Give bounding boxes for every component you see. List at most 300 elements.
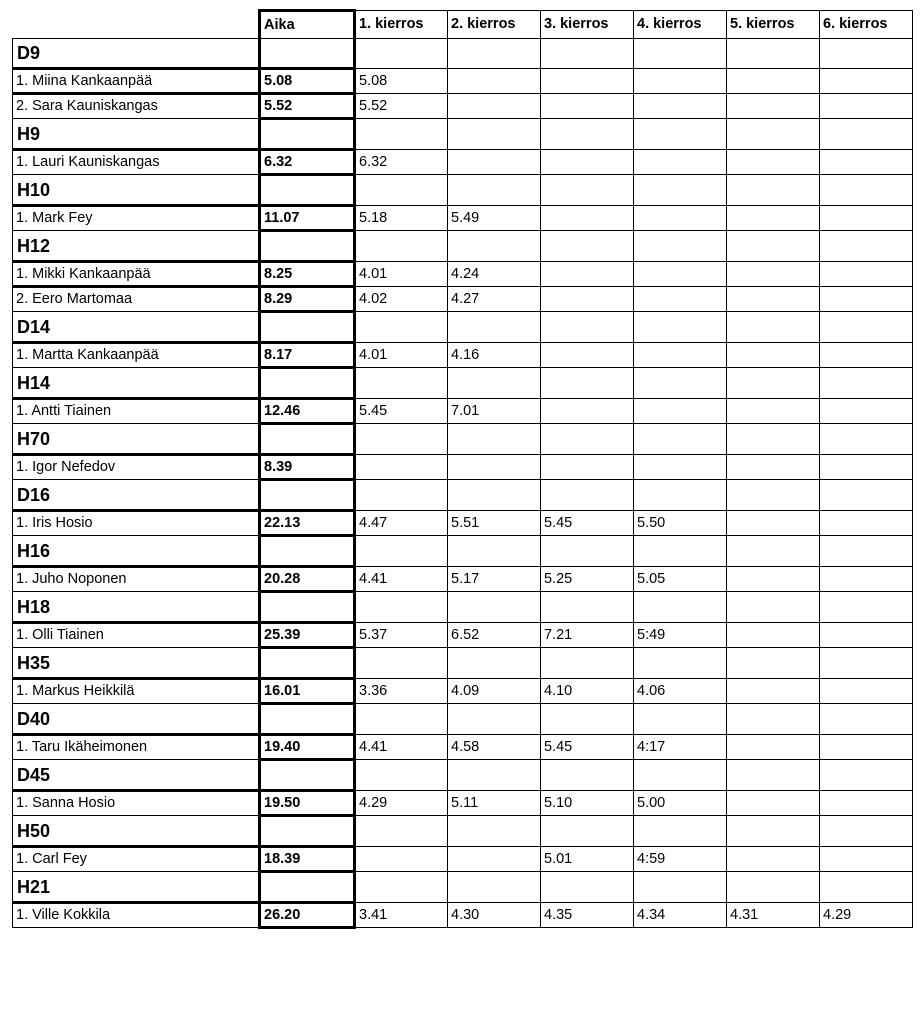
lap-1-time: 6.32 — [355, 150, 448, 175]
class-lap-cell — [634, 231, 727, 262]
athlete-total-time: 19.40 — [260, 735, 355, 760]
class-time-cell — [260, 648, 355, 679]
header-lap-3-cell: 3. kierros — [541, 11, 634, 39]
class-lap-cell — [820, 119, 913, 150]
lap-4-time — [634, 287, 727, 312]
class-time-cell — [260, 704, 355, 735]
class-lap-cell — [634, 592, 727, 623]
lap-6-time — [820, 287, 913, 312]
athlete-name: 1. Miina Kankaanpää — [13, 69, 260, 94]
class-lap-cell — [355, 231, 448, 262]
lap-1-time: 4.41 — [355, 735, 448, 760]
lap-3-time — [541, 287, 634, 312]
lap-6-time — [820, 623, 913, 648]
lap-5-time — [727, 287, 820, 312]
lap-6-time: 4.29 — [820, 903, 913, 928]
lap-1-time: 4.41 — [355, 567, 448, 592]
class-lap-cell — [820, 536, 913, 567]
lap-5-time — [727, 94, 820, 119]
lap-4-time — [634, 150, 727, 175]
lap-3-time: 4.35 — [541, 903, 634, 928]
athlete-row — [13, 847, 913, 872]
lap-5-time — [727, 791, 820, 816]
athlete-name: 1. Markus Heikkilä — [13, 679, 260, 704]
header-lap-5-cell: 5. kierros — [727, 11, 820, 39]
class-lap-cell — [634, 760, 727, 791]
class-lap-cell — [541, 480, 634, 511]
lap-5-time — [727, 511, 820, 536]
athlete-name: 1. Iris Hosio — [13, 511, 260, 536]
header-lap-2-cell: 2. kierros — [448, 11, 541, 39]
lap-6-time — [820, 262, 913, 287]
athlete-total-time: 16.01 — [260, 679, 355, 704]
class-lap-cell — [727, 39, 820, 69]
header-name-cell — [13, 11, 260, 39]
lap-4-time — [634, 343, 727, 368]
lap-1-time: 5.08 — [355, 69, 448, 94]
class-lap-cell — [541, 368, 634, 399]
lap-5-time — [727, 69, 820, 94]
athlete-total-time: 18.39 — [260, 847, 355, 872]
lap-3-time: 5.45 — [541, 735, 634, 760]
class-lap-cell — [541, 39, 634, 69]
class-lap-cell — [448, 872, 541, 903]
class-row — [13, 312, 913, 343]
athlete-total-time: 22.13 — [260, 511, 355, 536]
class-lap-cell — [727, 648, 820, 679]
lap-1-time: 5.52 — [355, 94, 448, 119]
class-lap-cell — [727, 175, 820, 206]
lap-5-time — [727, 623, 820, 648]
class-lap-cell — [355, 704, 448, 735]
class-lap-cell — [634, 119, 727, 150]
class-lap-cell — [727, 231, 820, 262]
header-lap-4-cell: 4. kierros — [634, 11, 727, 39]
athlete-row — [13, 287, 913, 312]
class-lap-cell — [634, 816, 727, 847]
class-lap-cell — [541, 231, 634, 262]
lap-5-time — [727, 847, 820, 872]
lap-4-time — [634, 399, 727, 424]
lap-1-time: 5.45 — [355, 399, 448, 424]
class-lap-cell — [634, 368, 727, 399]
class-row — [13, 872, 913, 903]
class-lap-cell — [727, 424, 820, 455]
athlete-row — [13, 399, 913, 424]
class-lap-cell — [634, 872, 727, 903]
athlete-total-time: 8.17 — [260, 343, 355, 368]
lap-4-time: 5.05 — [634, 567, 727, 592]
class-row — [13, 480, 913, 511]
lap-3-time — [541, 399, 634, 424]
class-label: D45 — [13, 760, 260, 791]
lap-3-time: 5.10 — [541, 791, 634, 816]
class-time-cell — [260, 816, 355, 847]
lap-3-time — [541, 455, 634, 480]
lap-4-time: 4:17 — [634, 735, 727, 760]
lap-5-time — [727, 206, 820, 231]
class-label: D9 — [13, 39, 260, 69]
class-row — [13, 175, 913, 206]
lap-1-time: 4.47 — [355, 511, 448, 536]
lap-6-time — [820, 69, 913, 94]
athlete-name: 1. Mikki Kankaanpää — [13, 262, 260, 287]
lap-5-time — [727, 262, 820, 287]
class-lap-cell — [820, 760, 913, 791]
class-time-cell — [260, 536, 355, 567]
lap-5-time — [727, 735, 820, 760]
lap-3-time: 5.25 — [541, 567, 634, 592]
class-lap-cell — [541, 648, 634, 679]
athlete-name: 1. Igor Nefedov — [13, 455, 260, 480]
lap-2-time — [448, 847, 541, 872]
lap-4-time — [634, 69, 727, 94]
class-lap-cell — [727, 592, 820, 623]
lap-1-time: 4.01 — [355, 262, 448, 287]
class-label: H70 — [13, 424, 260, 455]
lap-1-time: 4.29 — [355, 791, 448, 816]
class-lap-cell — [355, 592, 448, 623]
athlete-total-time: 6.32 — [260, 150, 355, 175]
class-time-cell — [260, 872, 355, 903]
class-lap-cell — [355, 648, 448, 679]
lap-2-time: 4.09 — [448, 679, 541, 704]
class-lap-cell — [448, 480, 541, 511]
class-label: D14 — [13, 312, 260, 343]
lap-2-time: 7.01 — [448, 399, 541, 424]
athlete-total-time: 26.20 — [260, 903, 355, 928]
class-lap-cell — [355, 39, 448, 69]
lap-1-time: 5.37 — [355, 623, 448, 648]
lap-2-time: 6.52 — [448, 623, 541, 648]
lap-6-time — [820, 791, 913, 816]
athlete-name: 1. Antti Tiainen — [13, 399, 260, 424]
athlete-row — [13, 262, 913, 287]
lap-2-time: 5.49 — [448, 206, 541, 231]
athlete-total-time: 11.07 — [260, 206, 355, 231]
lap-1-time — [355, 847, 448, 872]
lap-3-time: 5.45 — [541, 511, 634, 536]
lap-1-time: 4.01 — [355, 343, 448, 368]
athlete-name: 1. Martta Kankaanpää — [13, 343, 260, 368]
lap-4-time — [634, 94, 727, 119]
athlete-name: 1. Ville Kokkila — [13, 903, 260, 928]
lap-5-time — [727, 150, 820, 175]
class-lap-cell — [634, 312, 727, 343]
class-row — [13, 648, 913, 679]
lap-4-time: 4.06 — [634, 679, 727, 704]
class-lap-cell — [541, 816, 634, 847]
athlete-total-time: 20.28 — [260, 567, 355, 592]
lap-1-time — [355, 455, 448, 480]
class-time-cell — [260, 231, 355, 262]
class-lap-cell — [820, 816, 913, 847]
lap-4-time: 4:59 — [634, 847, 727, 872]
lap-4-time: 5.00 — [634, 791, 727, 816]
class-lap-cell — [448, 816, 541, 847]
athlete-row — [13, 679, 913, 704]
class-time-cell — [260, 592, 355, 623]
class-lap-cell — [727, 312, 820, 343]
athlete-name: 1. Taru Ikäheimonen — [13, 735, 260, 760]
class-lap-cell — [448, 312, 541, 343]
class-lap-cell — [727, 816, 820, 847]
class-lap-cell — [448, 39, 541, 69]
class-row — [13, 536, 913, 567]
lap-2-time: 4.30 — [448, 903, 541, 928]
lap-6-time — [820, 455, 913, 480]
class-lap-cell — [634, 648, 727, 679]
lap-3-time — [541, 69, 634, 94]
lap-6-time — [820, 679, 913, 704]
athlete-name: 1. Sanna Hosio — [13, 791, 260, 816]
lap-4-time — [634, 262, 727, 287]
athlete-row — [13, 567, 913, 592]
header-row — [13, 11, 913, 39]
class-lap-cell — [448, 704, 541, 735]
lap-5-time — [727, 343, 820, 368]
athlete-row — [13, 343, 913, 368]
athlete-row — [13, 206, 913, 231]
class-label: H21 — [13, 872, 260, 903]
lap-2-time: 5.17 — [448, 567, 541, 592]
lap-3-time — [541, 343, 634, 368]
class-row — [13, 592, 913, 623]
lap-1-time: 5.18 — [355, 206, 448, 231]
class-lap-cell — [448, 175, 541, 206]
lap-2-time: 4.27 — [448, 287, 541, 312]
lap-3-time — [541, 150, 634, 175]
class-lap-cell — [541, 119, 634, 150]
class-lap-cell — [820, 39, 913, 69]
class-lap-cell — [820, 368, 913, 399]
class-lap-cell — [541, 872, 634, 903]
lap-2-time — [448, 455, 541, 480]
athlete-name: 2. Eero Martomaa — [13, 287, 260, 312]
athlete-row — [13, 903, 913, 928]
lap-6-time — [820, 206, 913, 231]
athlete-row — [13, 94, 913, 119]
lap-2-time: 4.16 — [448, 343, 541, 368]
class-time-cell — [260, 119, 355, 150]
class-time-cell — [260, 424, 355, 455]
class-row — [13, 39, 913, 69]
athlete-total-time: 25.39 — [260, 623, 355, 648]
athlete-row — [13, 735, 913, 760]
class-lap-cell — [634, 424, 727, 455]
lap-6-time — [820, 399, 913, 424]
lap-2-time — [448, 150, 541, 175]
class-lap-cell — [355, 175, 448, 206]
results-table — [12, 9, 913, 929]
class-lap-cell — [355, 119, 448, 150]
class-label: H35 — [13, 648, 260, 679]
class-lap-cell — [727, 760, 820, 791]
class-lap-cell — [634, 704, 727, 735]
athlete-row — [13, 511, 913, 536]
class-lap-cell — [541, 592, 634, 623]
class-time-cell — [260, 312, 355, 343]
lap-3-time — [541, 94, 634, 119]
lap-3-time: 4.10 — [541, 679, 634, 704]
class-lap-cell — [541, 312, 634, 343]
class-lap-cell — [448, 231, 541, 262]
athlete-name: 1. Carl Fey — [13, 847, 260, 872]
lap-5-time: 4.31 — [727, 903, 820, 928]
class-label: H50 — [13, 816, 260, 847]
class-label: H10 — [13, 175, 260, 206]
class-label: H16 — [13, 536, 260, 567]
table-header — [13, 11, 913, 39]
lap-6-time — [820, 150, 913, 175]
lap-1-time: 4.02 — [355, 287, 448, 312]
lap-6-time — [820, 511, 913, 536]
lap-3-time: 7.21 — [541, 623, 634, 648]
class-lap-cell — [820, 175, 913, 206]
lap-6-time — [820, 735, 913, 760]
lap-5-time — [727, 399, 820, 424]
lap-2-time: 5.11 — [448, 791, 541, 816]
class-lap-cell — [541, 424, 634, 455]
class-lap-cell — [448, 536, 541, 567]
class-time-cell — [260, 368, 355, 399]
lap-1-time: 3.41 — [355, 903, 448, 928]
class-lap-cell — [541, 175, 634, 206]
class-lap-cell — [448, 368, 541, 399]
lap-6-time — [820, 343, 913, 368]
lap-4-time: 4.34 — [634, 903, 727, 928]
athlete-name: 1. Mark Fey — [13, 206, 260, 231]
class-time-cell — [260, 175, 355, 206]
class-lap-cell — [727, 872, 820, 903]
class-lap-cell — [355, 816, 448, 847]
class-lap-cell — [820, 312, 913, 343]
class-lap-cell — [634, 536, 727, 567]
athlete-total-time: 8.25 — [260, 262, 355, 287]
athlete-row — [13, 455, 913, 480]
class-lap-cell — [820, 592, 913, 623]
class-lap-cell — [448, 760, 541, 791]
class-label: D40 — [13, 704, 260, 735]
class-lap-cell — [355, 872, 448, 903]
class-lap-cell — [634, 39, 727, 69]
lap-2-time — [448, 94, 541, 119]
table-body — [13, 39, 913, 928]
lap-2-time: 5.51 — [448, 511, 541, 536]
lap-2-time — [448, 69, 541, 94]
class-lap-cell — [541, 536, 634, 567]
lap-6-time — [820, 567, 913, 592]
class-lap-cell — [355, 312, 448, 343]
class-row — [13, 119, 913, 150]
class-label: H12 — [13, 231, 260, 262]
class-lap-cell — [448, 648, 541, 679]
athlete-total-time: 5.08 — [260, 69, 355, 94]
class-lap-cell — [820, 424, 913, 455]
athlete-name: 1. Lauri Kauniskangas — [13, 150, 260, 175]
lap-5-time — [727, 679, 820, 704]
lap-1-time: 3.36 — [355, 679, 448, 704]
lap-5-time — [727, 567, 820, 592]
class-lap-cell — [355, 760, 448, 791]
class-label: H14 — [13, 368, 260, 399]
athlete-row — [13, 791, 913, 816]
athlete-row — [13, 150, 913, 175]
athlete-row — [13, 69, 913, 94]
class-row — [13, 704, 913, 735]
class-time-cell — [260, 39, 355, 69]
lap-5-time — [727, 455, 820, 480]
class-lap-cell — [355, 480, 448, 511]
class-lap-cell — [355, 424, 448, 455]
class-lap-cell — [820, 704, 913, 735]
class-lap-cell — [355, 536, 448, 567]
class-lap-cell — [448, 424, 541, 455]
athlete-name: 1. Olli Tiainen — [13, 623, 260, 648]
athlete-total-time: 19.50 — [260, 791, 355, 816]
class-lap-cell — [727, 119, 820, 150]
class-lap-cell — [727, 480, 820, 511]
athlete-total-time: 5.52 — [260, 94, 355, 119]
lap-2-time: 4.58 — [448, 735, 541, 760]
lap-4-time — [634, 206, 727, 231]
athlete-total-time: 8.39 — [260, 455, 355, 480]
lap-4-time: 5.50 — [634, 511, 727, 536]
lap-6-time — [820, 847, 913, 872]
header-lap-6-cell: 6. kierros — [820, 11, 913, 39]
lap-4-time: 5:49 — [634, 623, 727, 648]
class-lap-cell — [448, 592, 541, 623]
class-time-cell — [260, 480, 355, 511]
class-row — [13, 368, 913, 399]
header-time-cell: Aika — [260, 11, 355, 39]
class-row — [13, 760, 913, 791]
class-lap-cell — [820, 872, 913, 903]
class-lap-cell — [355, 368, 448, 399]
lap-3-time — [541, 206, 634, 231]
class-time-cell — [260, 760, 355, 791]
class-lap-cell — [634, 480, 727, 511]
class-lap-cell — [727, 704, 820, 735]
class-lap-cell — [541, 704, 634, 735]
class-label: H9 — [13, 119, 260, 150]
lap-3-time — [541, 262, 634, 287]
athlete-total-time: 8.29 — [260, 287, 355, 312]
athlete-name: 1. Juho Noponen — [13, 567, 260, 592]
lap-4-time — [634, 455, 727, 480]
class-lap-cell — [634, 175, 727, 206]
class-lap-cell — [448, 119, 541, 150]
class-lap-cell — [727, 368, 820, 399]
class-lap-cell — [820, 648, 913, 679]
lap-3-time: 5.01 — [541, 847, 634, 872]
class-row — [13, 231, 913, 262]
class-label: H18 — [13, 592, 260, 623]
athlete-row — [13, 623, 913, 648]
athlete-name: 2. Sara Kauniskangas — [13, 94, 260, 119]
class-lap-cell — [820, 480, 913, 511]
class-row — [13, 424, 913, 455]
athlete-total-time: 12.46 — [260, 399, 355, 424]
class-row — [13, 816, 913, 847]
class-label: D16 — [13, 480, 260, 511]
lap-2-time: 4.24 — [448, 262, 541, 287]
header-lap-1-cell: 1. kierros — [355, 11, 448, 39]
lap-6-time — [820, 94, 913, 119]
class-lap-cell — [541, 760, 634, 791]
class-lap-cell — [727, 536, 820, 567]
class-lap-cell — [820, 231, 913, 262]
